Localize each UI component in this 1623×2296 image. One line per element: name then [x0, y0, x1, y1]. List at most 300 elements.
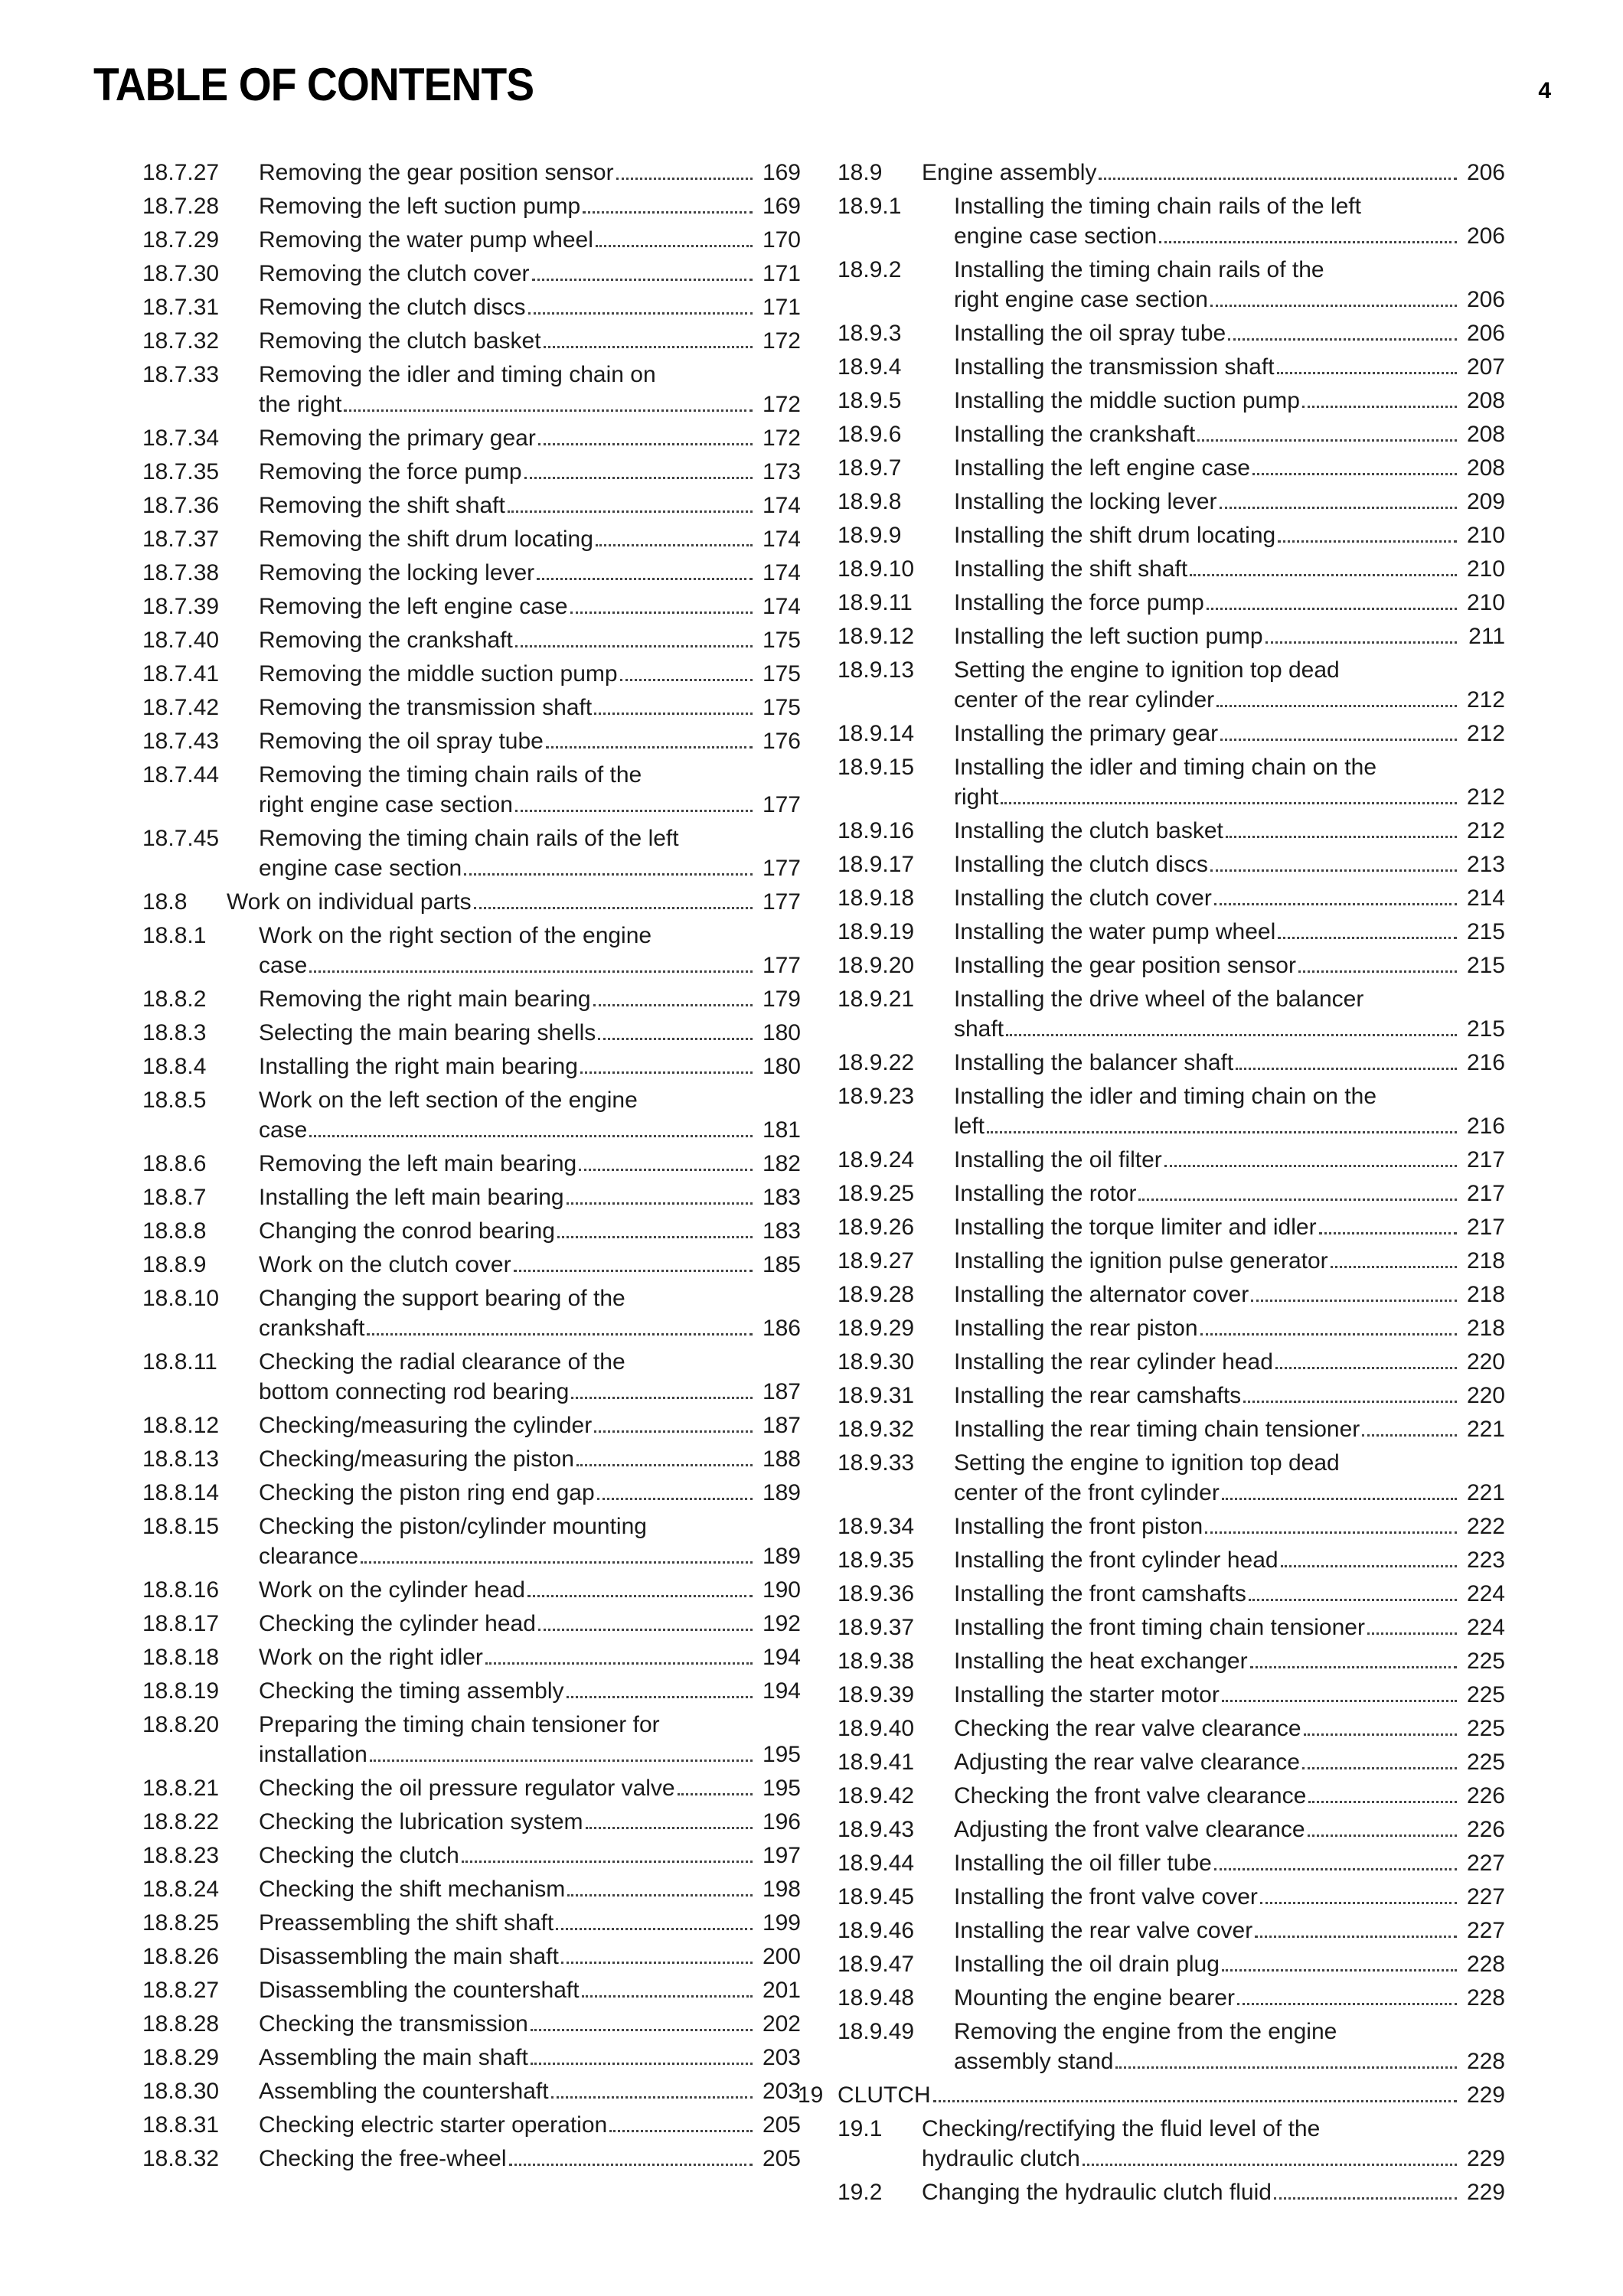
toc-entry-title: Removing the middle suction pump — [259, 661, 618, 687]
toc-entry[interactable] — [142, 921, 801, 980]
toc-entry-body — [838, 2080, 1505, 2110]
toc-entry-number: 18.8.23 — [142, 1843, 220, 1868]
dot-leader — [361, 1561, 753, 1564]
toc-entry[interactable] — [142, 1149, 801, 1179]
dot-leader — [596, 245, 753, 247]
toc-entry-title: Engine assembly — [922, 160, 1097, 185]
toc-entry-line — [259, 2076, 801, 2106]
toc-entry-title: Checking/rectifying the fluid level of the — [922, 2116, 1321, 2141]
toc-entry-title: Removing the engine from the engine — [954, 2019, 1337, 2044]
toc-entry-line — [259, 853, 801, 883]
toc-entry-title: Installing the rear piston — [954, 1316, 1198, 1341]
toc-entry-line — [259, 491, 801, 520]
toc-entry[interactable] — [142, 823, 801, 883]
toc-entry-page: 194 — [762, 1678, 801, 1704]
toc-entry-body — [259, 1975, 801, 2005]
toc-entry[interactable] — [838, 1048, 1505, 1078]
dot-leader — [515, 645, 753, 647]
toc-entry[interactable] — [838, 1781, 1505, 1811]
toc-entry[interactable] — [838, 1680, 1505, 1710]
toc-entry[interactable] — [142, 887, 801, 917]
toc-entry[interactable] — [142, 191, 801, 221]
toc-entry-body — [259, 625, 801, 655]
toc-entry-line — [954, 655, 1505, 685]
toc-entry-body — [259, 1444, 801, 1474]
toc-entry[interactable] — [838, 1983, 1505, 2013]
toc-entry[interactable] — [142, 1182, 801, 1212]
toc-entry[interactable] — [838, 1714, 1505, 1743]
toc-entry-number: 18.8.17 — [142, 1611, 220, 1636]
toc-entry[interactable] — [838, 1512, 1505, 1541]
toc-entry[interactable] — [142, 524, 801, 554]
toc-entry-line — [954, 1916, 1505, 1945]
page-number: 4 — [1538, 78, 1551, 103]
toc-entry-page: 215 — [1466, 919, 1505, 944]
toc-entry-title: Installing the oil drain plug — [954, 1952, 1220, 1977]
toc-entry-title: right — [954, 784, 999, 810]
dot-leader — [1222, 1498, 1457, 1500]
toc-entry-number: 18.9.22 — [838, 1050, 915, 1075]
toc-entry[interactable] — [142, 1841, 801, 1870]
toc-entry[interactable] — [838, 883, 1505, 913]
toc-entry[interactable] — [838, 191, 1505, 251]
toc-entry-page: 206 — [1466, 223, 1505, 249]
toc-entry[interactable] — [142, 1283, 801, 1343]
toc-entry[interactable] — [838, 1414, 1505, 1444]
toc-entry-number: 18.9.9 — [838, 523, 902, 548]
toc-entry-line — [259, 1313, 801, 1343]
toc-entry-page: 225 — [1466, 1649, 1505, 1674]
toc-entry[interactable] — [838, 1179, 1505, 1208]
toc-entry[interactable] — [798, 2080, 1505, 2110]
toc-entry[interactable] — [142, 1216, 801, 1246]
dot-leader — [586, 1827, 753, 1829]
dot-leader — [485, 1662, 753, 1665]
toc-entry-title: Installing the idler and timing chain on the — [954, 755, 1377, 780]
toc-entry-body — [954, 655, 1505, 715]
toc-entry-title: Removing the shift shaft — [259, 493, 505, 518]
toc-entry-page: 229 — [1466, 2082, 1505, 2108]
toc-entry[interactable] — [142, 1250, 801, 1280]
dot-leader — [370, 1760, 753, 1762]
dot-leader — [1265, 641, 1457, 644]
toc-entry[interactable] — [142, 693, 801, 722]
toc-entry-number: 18.9.28 — [838, 1282, 915, 1307]
toc-entry-number: 18.9.8 — [838, 489, 902, 514]
toc-entry[interactable] — [838, 554, 1505, 584]
toc-entry-page: 177 — [762, 792, 801, 817]
toc-entry-line — [954, 520, 1505, 550]
toc-entry[interactable] — [142, 2076, 801, 2106]
toc-entry-number: 18.9.32 — [838, 1417, 915, 1442]
toc-entry-page: 206 — [1466, 321, 1505, 346]
dot-leader — [1281, 1565, 1457, 1567]
toc-entry-line — [259, 1942, 801, 1971]
dot-leader — [1083, 2164, 1457, 2166]
toc-entry-number: 18.7.36 — [142, 493, 220, 518]
toc-entry-line — [954, 1381, 1505, 1411]
dot-leader — [1214, 903, 1457, 905]
toc-entry-page: 215 — [1466, 1016, 1505, 1042]
toc-entry-body — [954, 318, 1505, 348]
toc-entry-title: Installing the heat exchanger — [954, 1649, 1248, 1674]
toc-entry-title: Setting the engine to ignition top dead — [954, 1450, 1340, 1476]
toc-entry-page: 212 — [1466, 818, 1505, 843]
toc-entry-title: Removing the timing chain rails of the — [259, 762, 642, 788]
toc-entry-body — [259, 1182, 801, 1212]
toc-entry-page: 175 — [762, 628, 801, 653]
toc-entry[interactable] — [142, 2144, 801, 2174]
toc-entry[interactable] — [142, 984, 801, 1014]
toc-entry[interactable] — [838, 917, 1505, 947]
toc-entry[interactable] — [142, 1642, 801, 1672]
toc-entry[interactable] — [838, 1916, 1505, 1945]
toc-entry[interactable] — [838, 1545, 1505, 1575]
toc-entry-line — [259, 625, 801, 655]
toc-entry[interactable] — [142, 726, 801, 756]
toc-entry[interactable] — [142, 592, 801, 621]
dot-leader — [1255, 1936, 1457, 1938]
toc-entry[interactable] — [838, 158, 1505, 188]
toc-entry[interactable] — [142, 360, 801, 419]
toc-entry-line — [954, 1111, 1505, 1141]
toc-entry[interactable] — [838, 951, 1505, 980]
toc-entry[interactable] — [838, 816, 1505, 846]
toc-entry[interactable] — [838, 453, 1505, 483]
toc-entry[interactable] — [142, 2110, 801, 2140]
toc-entry-line — [259, 2009, 801, 2039]
toc-entry[interactable] — [838, 1448, 1505, 1508]
toc-entry-body — [954, 1145, 1505, 1175]
toc-entry[interactable] — [838, 1815, 1505, 1844]
toc-entry-title: Removing the left main bearing — [259, 1151, 577, 1176]
toc-entry-title: Removing the timing chain rails of the left — [259, 826, 679, 851]
toc-entry[interactable] — [142, 1676, 801, 1706]
toc-entry-line — [954, 685, 1505, 715]
toc-entry-page: 174 — [762, 493, 801, 518]
dot-leader — [531, 2029, 753, 2031]
toc-entry-page: 229 — [1466, 2180, 1505, 2205]
toc-entry-line — [259, 1182, 801, 1212]
toc-entry-line — [259, 1609, 801, 1639]
toc-entry[interactable] — [142, 625, 801, 655]
toc-entry-line — [954, 221, 1505, 251]
toc-entry-title: Work on the right section of the engine — [259, 923, 652, 948]
toc-entry-line — [259, 1411, 801, 1440]
toc-entry[interactable] — [838, 2114, 1505, 2174]
toc-entry[interactable] — [838, 520, 1505, 550]
toc-entry-line — [954, 2047, 1505, 2076]
toc-entry[interactable] — [838, 621, 1505, 651]
toc-entry[interactable] — [838, 1313, 1505, 1343]
toc-entry-line — [954, 782, 1505, 812]
toc-entry[interactable] — [838, 655, 1505, 715]
dot-leader — [1138, 1199, 1457, 1201]
toc-entry[interactable] — [838, 2017, 1505, 2076]
toc-entry[interactable] — [142, 158, 801, 188]
toc-entry-body — [954, 352, 1505, 382]
toc-entry[interactable] — [142, 1411, 801, 1440]
toc-entry-title: Removing the left suction pump — [259, 194, 581, 219]
toc-entry-line — [259, 457, 801, 487]
toc-entry[interactable] — [838, 352, 1505, 382]
toc-entry-body — [259, 423, 801, 453]
toc-entry-title: Installing the force pump — [954, 590, 1204, 615]
toc-entry[interactable] — [838, 752, 1505, 812]
toc-entry[interactable] — [838, 984, 1505, 1044]
toc-entry-line — [259, 726, 801, 756]
toc-entry[interactable] — [142, 659, 801, 689]
toc-entry-page: 174 — [762, 527, 801, 552]
toc-entry-line — [259, 390, 801, 419]
toc-entry-body — [259, 1609, 801, 1639]
toc-entry-line — [259, 2110, 801, 2140]
dot-leader — [1222, 1969, 1457, 1971]
toc-entry[interactable] — [838, 1381, 1505, 1411]
toc-entry-number: 18.8.8 — [142, 1218, 207, 1244]
dot-leader — [1220, 739, 1457, 741]
toc-entry[interactable] — [142, 292, 801, 322]
toc-entry-line — [922, 2144, 1505, 2174]
toc-entry[interactable] — [142, 259, 801, 289]
toc-entry-page: 212 — [1466, 721, 1505, 746]
toc-entry-number: 18.8.31 — [142, 2112, 220, 2138]
toc-entry-title: Installing the front cylinder head — [954, 1548, 1278, 1573]
toc-entry[interactable] — [838, 1579, 1505, 1609]
toc-entry-body — [922, 158, 1505, 188]
toc-entry-number: 18.9.6 — [838, 422, 902, 447]
toc-entry[interactable] — [838, 1949, 1505, 1979]
toc-entry-body — [259, 1085, 801, 1145]
toc-entry[interactable] — [838, 1613, 1505, 1642]
dot-leader — [1319, 1232, 1457, 1234]
toc-entry[interactable] — [838, 255, 1505, 315]
toc-entry[interactable] — [142, 1773, 801, 1803]
toc-entry-body — [259, 592, 801, 621]
toc-entry[interactable] — [838, 419, 1505, 449]
toc-entry[interactable] — [838, 1280, 1505, 1309]
toc-entry-body — [954, 816, 1505, 846]
toc-entry-line — [954, 1014, 1505, 1044]
toc-entry-page: 172 — [762, 426, 801, 451]
toc-entry-number: 18.9.13 — [838, 657, 915, 683]
toc-entry-body — [259, 457, 801, 487]
toc-entry[interactable] — [838, 1848, 1505, 1878]
toc-entry-body — [954, 883, 1505, 913]
toc-entry[interactable] — [838, 2177, 1505, 2207]
toc-entry[interactable] — [838, 588, 1505, 618]
toc-entry-body — [259, 292, 801, 322]
toc-entry-line — [259, 1874, 801, 1904]
toc-entry[interactable] — [142, 1575, 801, 1605]
toc-entry[interactable] — [142, 1478, 801, 1508]
toc-entry[interactable] — [142, 1874, 801, 1904]
toc-entry-line — [259, 524, 801, 554]
toc-entry[interactable] — [142, 457, 801, 487]
toc-entry[interactable] — [142, 2009, 801, 2039]
toc-entry-body — [954, 1545, 1505, 1575]
toc-entry[interactable] — [142, 760, 801, 820]
toc-entry-line — [954, 487, 1505, 517]
toc-entry-number: 18.7.28 — [142, 194, 220, 219]
toc-entry-body — [922, 2114, 1505, 2174]
toc-entry-body — [954, 1081, 1505, 1141]
toc-entry[interactable] — [838, 1212, 1505, 1242]
toc-entry-line — [259, 1283, 801, 1313]
toc-entry[interactable] — [142, 1975, 801, 2005]
toc-entry[interactable] — [838, 1646, 1505, 1676]
toc-entry[interactable] — [838, 1747, 1505, 1777]
toc-entry[interactable] — [142, 1052, 801, 1081]
toc-entry[interactable] — [838, 487, 1505, 517]
toc-entry-page: 188 — [762, 1446, 801, 1472]
toc-entry-title: Mounting the engine bearer — [954, 1985, 1235, 2011]
toc-entry-body — [954, 2017, 1505, 2076]
toc-entry-line — [259, 1975, 801, 2005]
toc-entry-title: assembly stand — [954, 2049, 1114, 2074]
toc-entry[interactable] — [838, 719, 1505, 748]
toc-entry-line — [954, 2017, 1505, 2047]
toc-entry-line — [954, 1081, 1505, 1111]
toc-entry-line — [954, 419, 1505, 449]
toc-entry-body — [954, 1381, 1505, 1411]
dot-leader — [1367, 1632, 1457, 1635]
toc-entry-title: Installing the oil filter — [954, 1147, 1162, 1172]
toc-entry-page: 213 — [1466, 852, 1505, 877]
toc-entry-line — [954, 285, 1505, 315]
toc-entry-title: Removing the gear position sensor — [259, 160, 614, 185]
toc-entry-line — [259, 823, 801, 853]
toc-entry-line — [954, 1714, 1505, 1743]
toc-entry[interactable] — [142, 423, 801, 453]
toc-entry-title: Removing the oil spray tube — [259, 729, 544, 754]
toc-entry[interactable] — [142, 1512, 801, 1571]
toc-entry-number: 18.7.42 — [142, 695, 220, 720]
toc-entry-number: 18.8.6 — [142, 1151, 207, 1176]
toc-entry-line — [954, 1145, 1505, 1175]
toc-entry[interactable] — [142, 1347, 801, 1407]
toc-entry-line — [259, 2043, 801, 2073]
toc-entry-number: 18.9.48 — [838, 1985, 915, 2011]
toc-entry-body — [954, 1781, 1505, 1811]
toc-entry-line — [259, 1676, 801, 1706]
toc-entry-body — [259, 984, 801, 1014]
dot-leader — [609, 2130, 753, 2132]
toc-entry[interactable] — [838, 1246, 1505, 1276]
toc-entry-body — [954, 1347, 1505, 1377]
toc-entry-body — [259, 1512, 801, 1571]
toc-entry-body — [954, 255, 1505, 315]
toc-entry[interactable] — [142, 225, 801, 255]
toc-entry-line — [954, 1347, 1505, 1377]
toc-entry[interactable] — [142, 1908, 801, 1938]
toc-entry[interactable] — [142, 326, 801, 356]
toc-entry-body — [954, 1048, 1505, 1078]
toc-entry[interactable] — [142, 1710, 801, 1769]
toc-entry[interactable] — [838, 386, 1505, 416]
toc-entry[interactable] — [838, 1882, 1505, 1912]
toc-entry[interactable] — [142, 1444, 801, 1474]
toc-entry-page: 228 — [1466, 1985, 1505, 2011]
toc-entry-page: 180 — [762, 1054, 801, 1079]
toc-entry-title: Removing the clutch basket — [259, 328, 541, 354]
toc-entry-number: 18.9.3 — [838, 321, 902, 346]
toc-entry-line — [954, 352, 1505, 382]
toc-entry[interactable] — [838, 1145, 1505, 1175]
toc-entry-page: 198 — [762, 1877, 801, 1902]
dot-leader — [538, 443, 753, 445]
toc-entry-body — [259, 1642, 801, 1672]
toc-entry-line — [954, 1747, 1505, 1777]
toc-entry-page: 210 — [1466, 590, 1505, 615]
toc-entry[interactable] — [142, 491, 801, 520]
toc-entry-page: 173 — [762, 459, 801, 484]
toc-entry-line — [954, 191, 1505, 221]
toc-entry-page: 218 — [1466, 1316, 1505, 1341]
toc-entry-line — [838, 2080, 1505, 2110]
toc-entry-line — [954, 1848, 1505, 1878]
toc-entry-body — [259, 1773, 801, 1803]
toc-entry-body — [259, 1676, 801, 1706]
toc-entry-line — [954, 1781, 1505, 1811]
toc-entry-title: Installing the gear position sensor — [954, 953, 1296, 978]
toc-entry-body — [259, 823, 801, 883]
toc-entry-page: 207 — [1466, 354, 1505, 380]
toc-entry-body — [259, 1942, 801, 1971]
toc-entry[interactable] — [142, 2043, 801, 2073]
toc-entry-body — [259, 225, 801, 255]
toc-entry-number: 18.9.26 — [838, 1215, 915, 1240]
toc-entry-number: 18.7.45 — [142, 826, 220, 851]
toc-entry-number: 18.9.11 — [838, 590, 913, 615]
toc-entry[interactable] — [838, 318, 1505, 348]
toc-entry-number: 18.9.36 — [838, 1581, 915, 1606]
toc-entry-number: 18.8.32 — [142, 2146, 220, 2171]
toc-entry[interactable] — [142, 1942, 801, 1971]
toc-entry-number: 19.1 — [838, 2116, 883, 2141]
toc-entry[interactable] — [142, 1018, 801, 1048]
toc-entry-line — [259, 921, 801, 951]
toc-entry-page: 225 — [1466, 1716, 1505, 1741]
toc-entry-body — [954, 453, 1505, 483]
toc-entry-title: Installing the clutch discs — [954, 852, 1208, 877]
toc-entry-title: Work on individual parts — [227, 889, 472, 915]
toc-entry[interactable] — [838, 1347, 1505, 1377]
toc-entry-body — [954, 1949, 1505, 1979]
toc-entry-number: 18.8.3 — [142, 1020, 207, 1045]
toc-entry[interactable] — [142, 1807, 801, 1837]
toc-entry-number: 18.8.27 — [142, 1978, 220, 2003]
toc-entry[interactable] — [838, 850, 1505, 879]
dot-leader — [1304, 1733, 1457, 1736]
toc-entry-title: Checking the cylinder head — [259, 1611, 536, 1636]
toc-entry[interactable] — [142, 558, 801, 588]
dot-leader — [1275, 1367, 1457, 1369]
toc-entry-line — [954, 453, 1505, 483]
toc-entry-title: Checking the transmission — [259, 2011, 528, 2037]
toc-entry[interactable] — [142, 1085, 801, 1145]
toc-entry-line — [922, 2114, 1505, 2144]
toc-entry-title: Installing the rear timing chain tensioner — [954, 1417, 1360, 1442]
toc-entry-body — [259, 1908, 801, 1938]
toc-entry[interactable] — [142, 1609, 801, 1639]
toc-entry-body — [954, 1916, 1505, 1945]
toc-entry-title: right engine case section — [259, 792, 513, 817]
toc-entry-number: 18.7.40 — [142, 628, 220, 653]
dot-leader — [524, 477, 753, 479]
toc-entry-line — [259, 1773, 801, 1803]
toc-entry[interactable] — [838, 1081, 1505, 1141]
